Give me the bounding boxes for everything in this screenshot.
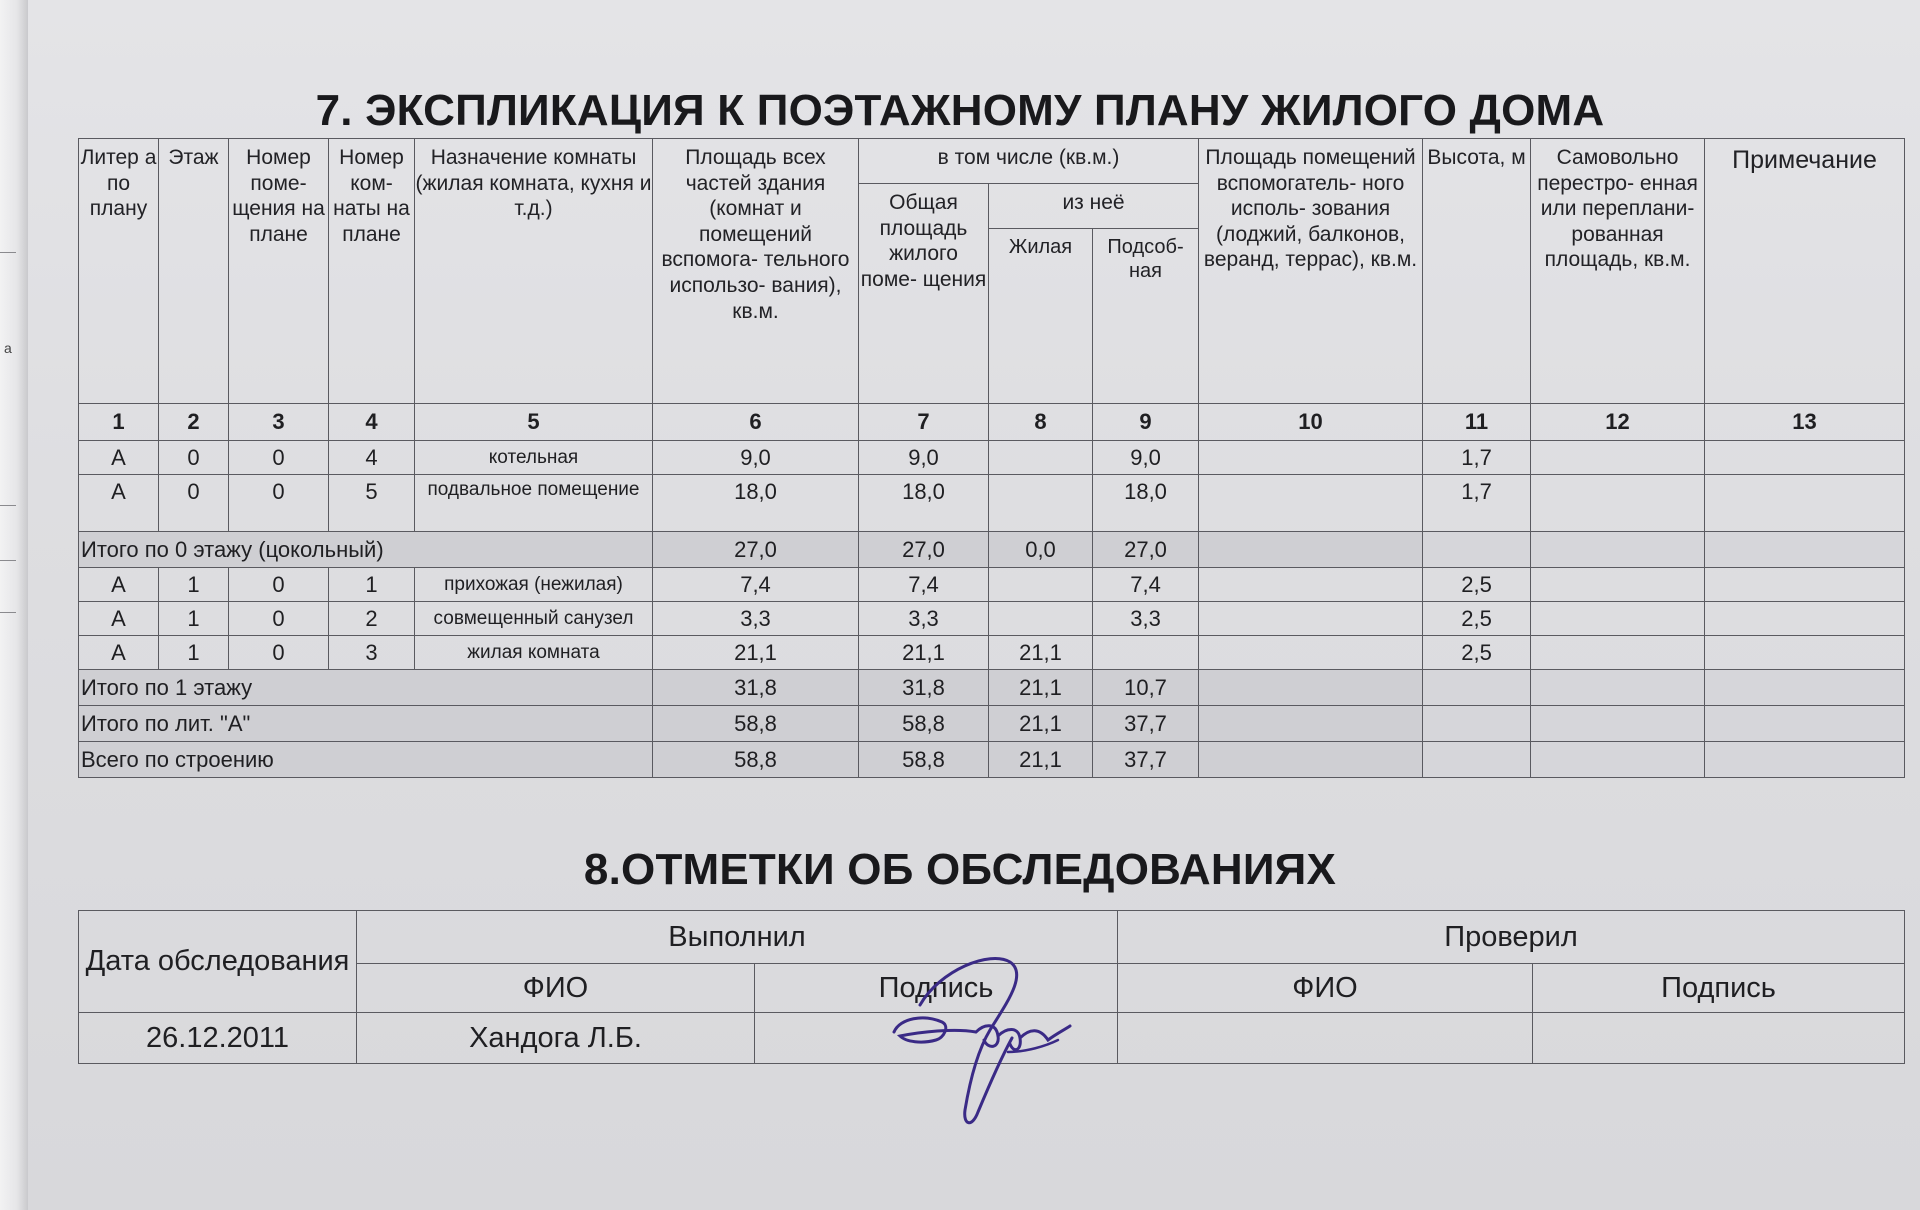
cell-self	[1531, 602, 1705, 636]
cell-floor: 1	[159, 636, 229, 670]
header-performed-fio: ФИО	[357, 964, 755, 1013]
performed-fio: Хандога Л.Б.	[357, 1013, 755, 1064]
edge-letter: а	[4, 340, 12, 356]
table-row	[79, 441, 1905, 475]
header-premise-no: Номер поме- щения на плане	[229, 139, 329, 404]
cell-floor: 0	[159, 475, 229, 532]
col-number: 9	[1093, 404, 1199, 441]
cell-floor: 1	[159, 602, 229, 636]
total-label: Всего по строению	[79, 742, 653, 778]
cell-living: 21,1	[989, 636, 1093, 670]
cell-aux-area	[1199, 475, 1423, 532]
col-number: 8	[989, 404, 1093, 441]
header-aux: Подсоб- ная	[1093, 229, 1199, 404]
total-living: 21,1	[989, 706, 1093, 742]
cell-room: 1	[329, 568, 415, 602]
table-row	[79, 568, 1905, 602]
cell-total: 9,0	[859, 441, 989, 475]
cell-room: 3	[329, 636, 415, 670]
cell-living	[989, 568, 1093, 602]
total-empty	[1423, 670, 1531, 706]
col-number: 11	[1423, 404, 1531, 441]
cell-height: 1,7	[1423, 441, 1531, 475]
total-empty	[1423, 532, 1531, 568]
total-empty	[1531, 670, 1705, 706]
total-empty	[1199, 532, 1423, 568]
edge-mark	[0, 560, 16, 561]
edge-mark	[0, 612, 16, 613]
header-floor: Этаж	[159, 139, 229, 404]
total-row-lit-a	[79, 706, 1905, 742]
cell-aux: 9,0	[1093, 441, 1199, 475]
cell-room: 2	[329, 602, 415, 636]
total-empty	[1531, 532, 1705, 568]
total-total: 31,8	[859, 670, 989, 706]
header-survey-date: Дата обследования	[79, 911, 357, 1013]
cell-aux: 3,3	[1093, 602, 1199, 636]
checked-sign	[1533, 1013, 1905, 1064]
cell-aux	[1093, 636, 1199, 670]
total-label: Итого по 1 этажу	[79, 670, 653, 706]
section7-title: 7. ЭКСПЛИКАЦИЯ К ПОЭТАЖНОМУ ПЛАНУ ЖИЛОГО ДОМА	[315, 86, 1605, 135]
edge-mark	[0, 252, 16, 253]
cell-self	[1531, 636, 1705, 670]
cell-note	[1705, 441, 1905, 475]
cell-total: 7,4	[859, 568, 989, 602]
checked-fio	[1118, 1013, 1533, 1064]
header-liter: Литер а по плану	[79, 139, 159, 404]
total-empty	[1423, 742, 1531, 778]
table-row	[79, 602, 1905, 636]
explication-table	[78, 138, 1905, 778]
cell-height: 2,5	[1423, 636, 1531, 670]
cell-living	[989, 602, 1093, 636]
total-area: 58,8	[653, 742, 859, 778]
cell-liter: А	[79, 475, 159, 532]
total-empty	[1199, 742, 1423, 778]
total-empty	[1705, 742, 1905, 778]
cell-aux-area	[1199, 568, 1423, 602]
total-total: 58,8	[859, 742, 989, 778]
total-aux: 10,7	[1093, 670, 1199, 706]
table-row	[79, 475, 1905, 532]
col-number: 12	[1531, 404, 1705, 441]
header-total-living: Общая площадь жилого поме- щения	[859, 184, 989, 404]
total-total: 58,8	[859, 706, 989, 742]
cell-floor: 1	[159, 568, 229, 602]
cell-area: 18,0	[653, 475, 859, 532]
cell-purpose: прихожая (нежилая)	[415, 568, 653, 602]
cell-height: 1,7	[1423, 475, 1531, 532]
header-living: Жилая	[989, 229, 1093, 404]
cell-living	[989, 475, 1093, 532]
total-aux: 27,0	[1093, 532, 1199, 568]
cell-purpose: подвальное помещение	[415, 475, 653, 532]
column-numbers-row	[79, 404, 1905, 441]
cell-note	[1705, 636, 1905, 670]
handwritten-signature-icon	[880, 940, 1080, 1140]
total-row-floor0	[79, 532, 1905, 568]
total-living: 21,1	[989, 670, 1093, 706]
total-living: 21,1	[989, 742, 1093, 778]
survey-date: 26.12.2011	[79, 1013, 357, 1064]
cell-living	[989, 441, 1093, 475]
header-including: в том числе (кв.м.)	[859, 139, 1199, 184]
header-room-no: Номер ком- наты на плане	[329, 139, 415, 404]
total-row-building	[79, 742, 1905, 778]
cell-total: 21,1	[859, 636, 989, 670]
cell-area: 21,1	[653, 636, 859, 670]
col-number: 4	[329, 404, 415, 441]
total-aux: 37,7	[1093, 742, 1199, 778]
total-empty	[1705, 532, 1905, 568]
cell-premise: 0	[229, 441, 329, 475]
col-number: 13	[1705, 404, 1905, 441]
cell-self	[1531, 475, 1705, 532]
total-total: 27,0	[859, 532, 989, 568]
total-area: 31,8	[653, 670, 859, 706]
cell-area: 7,4	[653, 568, 859, 602]
col-number: 7	[859, 404, 989, 441]
header-performed: Выполнил	[357, 911, 1118, 964]
cell-liter: А	[79, 602, 159, 636]
cell-aux: 18,0	[1093, 475, 1199, 532]
cell-room: 4	[329, 441, 415, 475]
header-checked: Проверил	[1118, 911, 1905, 964]
header-area-all: Площадь всех частей здания (комнат и помещений вспомога- тельного использо- вания), кв.м.	[653, 139, 859, 404]
table-row	[79, 636, 1905, 670]
cell-note	[1705, 602, 1905, 636]
total-empty	[1705, 670, 1905, 706]
col-number: 2	[159, 404, 229, 441]
total-area: 58,8	[653, 706, 859, 742]
header-self-built: Самовольно перестро- енная или переплани- рованная площадь, кв.м.	[1531, 139, 1705, 404]
col-number: 6	[653, 404, 859, 441]
total-label: Итого по лит. "А"	[79, 706, 653, 742]
cell-aux-area	[1199, 441, 1423, 475]
col-number: 10	[1199, 404, 1423, 441]
total-empty	[1199, 706, 1423, 742]
cell-liter: А	[79, 636, 159, 670]
cell-total: 18,0	[859, 475, 989, 532]
cell-liter: А	[79, 568, 159, 602]
cell-self	[1531, 441, 1705, 475]
cell-premise: 0	[229, 602, 329, 636]
col-number: 5	[415, 404, 653, 441]
cell-liter: А	[79, 441, 159, 475]
total-area: 27,0	[653, 532, 859, 568]
cell-aux-area	[1199, 636, 1423, 670]
cell-purpose: жилая комната	[415, 636, 653, 670]
cell-area: 9,0	[653, 441, 859, 475]
header-row-1	[79, 139, 1905, 184]
edge-mark	[0, 505, 16, 506]
total-label: Итого по 0 этажу (цокольный)	[79, 532, 653, 568]
cell-aux-area	[1199, 602, 1423, 636]
cell-area: 3,3	[653, 602, 859, 636]
cell-premise: 0	[229, 636, 329, 670]
header-height: Высота, м	[1423, 139, 1531, 404]
header-purpose: Назначение комнаты (жилая комната, кухня и т.д.)	[415, 139, 653, 404]
header-performed-sign: Подпись	[755, 964, 1118, 1013]
header-checked-sign: Подпись	[1533, 964, 1905, 1013]
total-empty	[1531, 742, 1705, 778]
total-empty	[1705, 706, 1905, 742]
total-empty	[1531, 706, 1705, 742]
cell-total: 3,3	[859, 602, 989, 636]
page-binding-edge	[0, 0, 28, 1210]
cell-room: 5	[329, 475, 415, 532]
cell-premise: 0	[229, 475, 329, 532]
header-aux-area: Площадь помещений вспомогатель- ного исполь- зования (лоджий, балконов, веранд, террас), кв.м.	[1199, 139, 1423, 404]
total-aux: 37,7	[1093, 706, 1199, 742]
total-row-floor1	[79, 670, 1905, 706]
cell-purpose: котельная	[415, 441, 653, 475]
total-empty	[1423, 706, 1531, 742]
header-note: Примечание	[1705, 139, 1905, 404]
header-checked-fio: ФИО	[1118, 964, 1533, 1013]
total-empty	[1199, 670, 1423, 706]
col-number: 1	[79, 404, 159, 441]
cell-height: 2,5	[1423, 602, 1531, 636]
cell-note	[1705, 568, 1905, 602]
header-of-which: из неё	[989, 184, 1199, 229]
section8-title: 8.ОТМЕТКИ ОБ ОБСЛЕДОВАНИЯХ	[583, 845, 1337, 894]
cell-floor: 0	[159, 441, 229, 475]
cell-aux: 7,4	[1093, 568, 1199, 602]
cell-height: 2,5	[1423, 568, 1531, 602]
total-living: 0,0	[989, 532, 1093, 568]
cell-self	[1531, 568, 1705, 602]
cell-note	[1705, 475, 1905, 532]
cell-purpose: совмещенный санузел	[415, 602, 653, 636]
col-number: 3	[229, 404, 329, 441]
cell-premise: 0	[229, 568, 329, 602]
